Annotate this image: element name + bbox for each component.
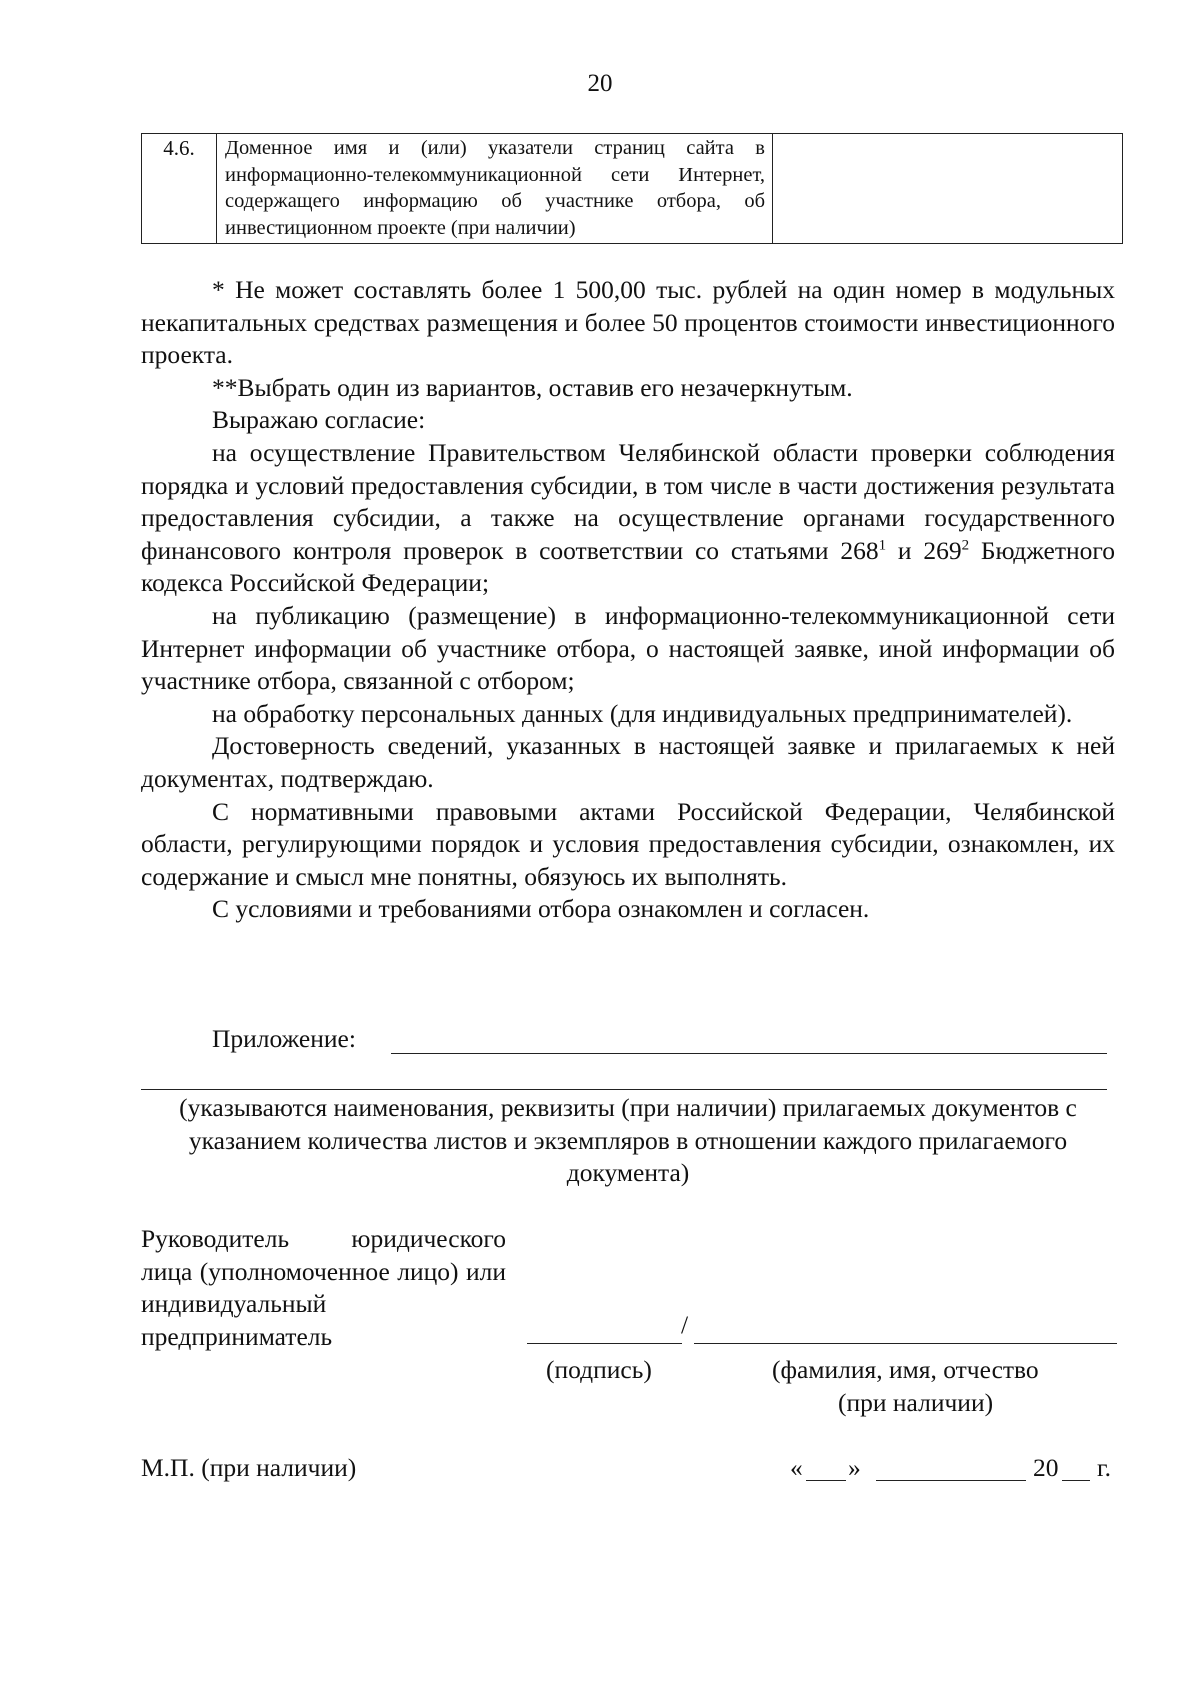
consent-item-2: на публикацию (размещение) в информационно-телекоммуникационной сети Интернет информации об участнике отбора, о настоящей заявке, иной информации об участнике отбора, связанной с отбором; xyxy=(141,600,1115,696)
signature-caption: (подпись) xyxy=(546,1355,652,1384)
consent-1-text: на осуществление Правительством Челябинской области проверки соблюдения порядка и условий предоставления субсидии, в том числе в части достижения результата предоставления субсидии, а также на осуществление органами государственного финансового контроля проверок в соответствии со статьями 268 xyxy=(141,437,1115,565)
superscript-1: 1 xyxy=(878,537,887,554)
footnote-2: **Выбрать один из вариантов, оставив его незачеркнутым. xyxy=(212,372,853,402)
signature-line[interactable] xyxy=(527,1343,682,1344)
appendix-note: (указываются наименования, реквизиты (при наличии) прилагаемых документов с указанием количества листов и экземпляров в отношении каждого прилагаемого документа) xyxy=(179,1093,1077,1187)
row-number-cell: 4.6. xyxy=(142,134,217,244)
body-text xyxy=(141,274,1115,926)
year-suffix: г. xyxy=(1097,1453,1111,1482)
name-caption-line-1: (фамилия, имя, отчество xyxy=(772,1355,1039,1384)
acts-statement: С нормативными правовыми актами Российской Федерации, Челябинской области, регулирующими порядок и условия предоставления субсидии, ознакомлен, их содержание и смысл мне понятны, обязуюсь их выполнять. xyxy=(141,796,1115,891)
year-input-line[interactable] xyxy=(1062,1480,1090,1481)
date-close-quote: » xyxy=(848,1453,861,1482)
consent-item-3: на обработку персональных данных (для индивидуальных предпринимателей). xyxy=(212,698,1073,728)
footnote-1: * Не может составлять более 1 500,00 тыс. рублей на один номер в модульных некапитальных средствах размещения и более 50 процентов стоимости инвестиционного проекта. xyxy=(141,275,1115,370)
appendix-input-line-2[interactable] xyxy=(141,1089,1107,1090)
table-row xyxy=(142,134,1123,244)
consent-item-1 xyxy=(141,437,1115,600)
row-description-cell: Доменное имя и (или) указатели страниц сайта в информационно-телекоммуникационной сети Интернет, содержащего информацию об участнике отбора, об инвестиционном проекте (при наличии) xyxy=(217,134,773,244)
year-prefix: 20 xyxy=(1033,1453,1059,1482)
consent-1-end: Бюджетного кодекса Российской Федерации; xyxy=(141,535,1115,598)
name-caption-line-2: (при наличии) xyxy=(838,1388,994,1417)
appendix-label: Приложение: xyxy=(212,1024,356,1053)
appendix-input-line-1[interactable] xyxy=(391,1053,1107,1054)
page-number: 20 xyxy=(587,70,613,97)
day-input-line[interactable] xyxy=(806,1480,846,1481)
signer-role xyxy=(141,1223,506,1353)
reliability-statement: Достоверность сведений, указанных в настоящей заявке и прилагаемых к ней документах, подтверждаю. xyxy=(141,731,1115,793)
name-line[interactable] xyxy=(694,1343,1117,1344)
date-open-quote: « xyxy=(790,1453,803,1482)
consent-title: Выражаю согласие: xyxy=(212,405,426,435)
row-value-cell[interactable] xyxy=(773,134,1123,244)
stamp-label: М.П. (при наличии) xyxy=(141,1453,357,1482)
signature-slash: / xyxy=(681,1310,689,1339)
signer-role-text: Руководитель юридического лица (уполномоченное лицо) или индивидуальный предприниматель xyxy=(141,1224,506,1351)
month-input-line[interactable] xyxy=(876,1480,1026,1481)
superscript-2: 2 xyxy=(961,537,970,554)
consent-1-mid: и 269 xyxy=(886,535,962,565)
conditions-statement: С условиями и требованиями отбора ознакомлен и согласен. xyxy=(212,894,870,924)
info-table xyxy=(141,133,1123,244)
